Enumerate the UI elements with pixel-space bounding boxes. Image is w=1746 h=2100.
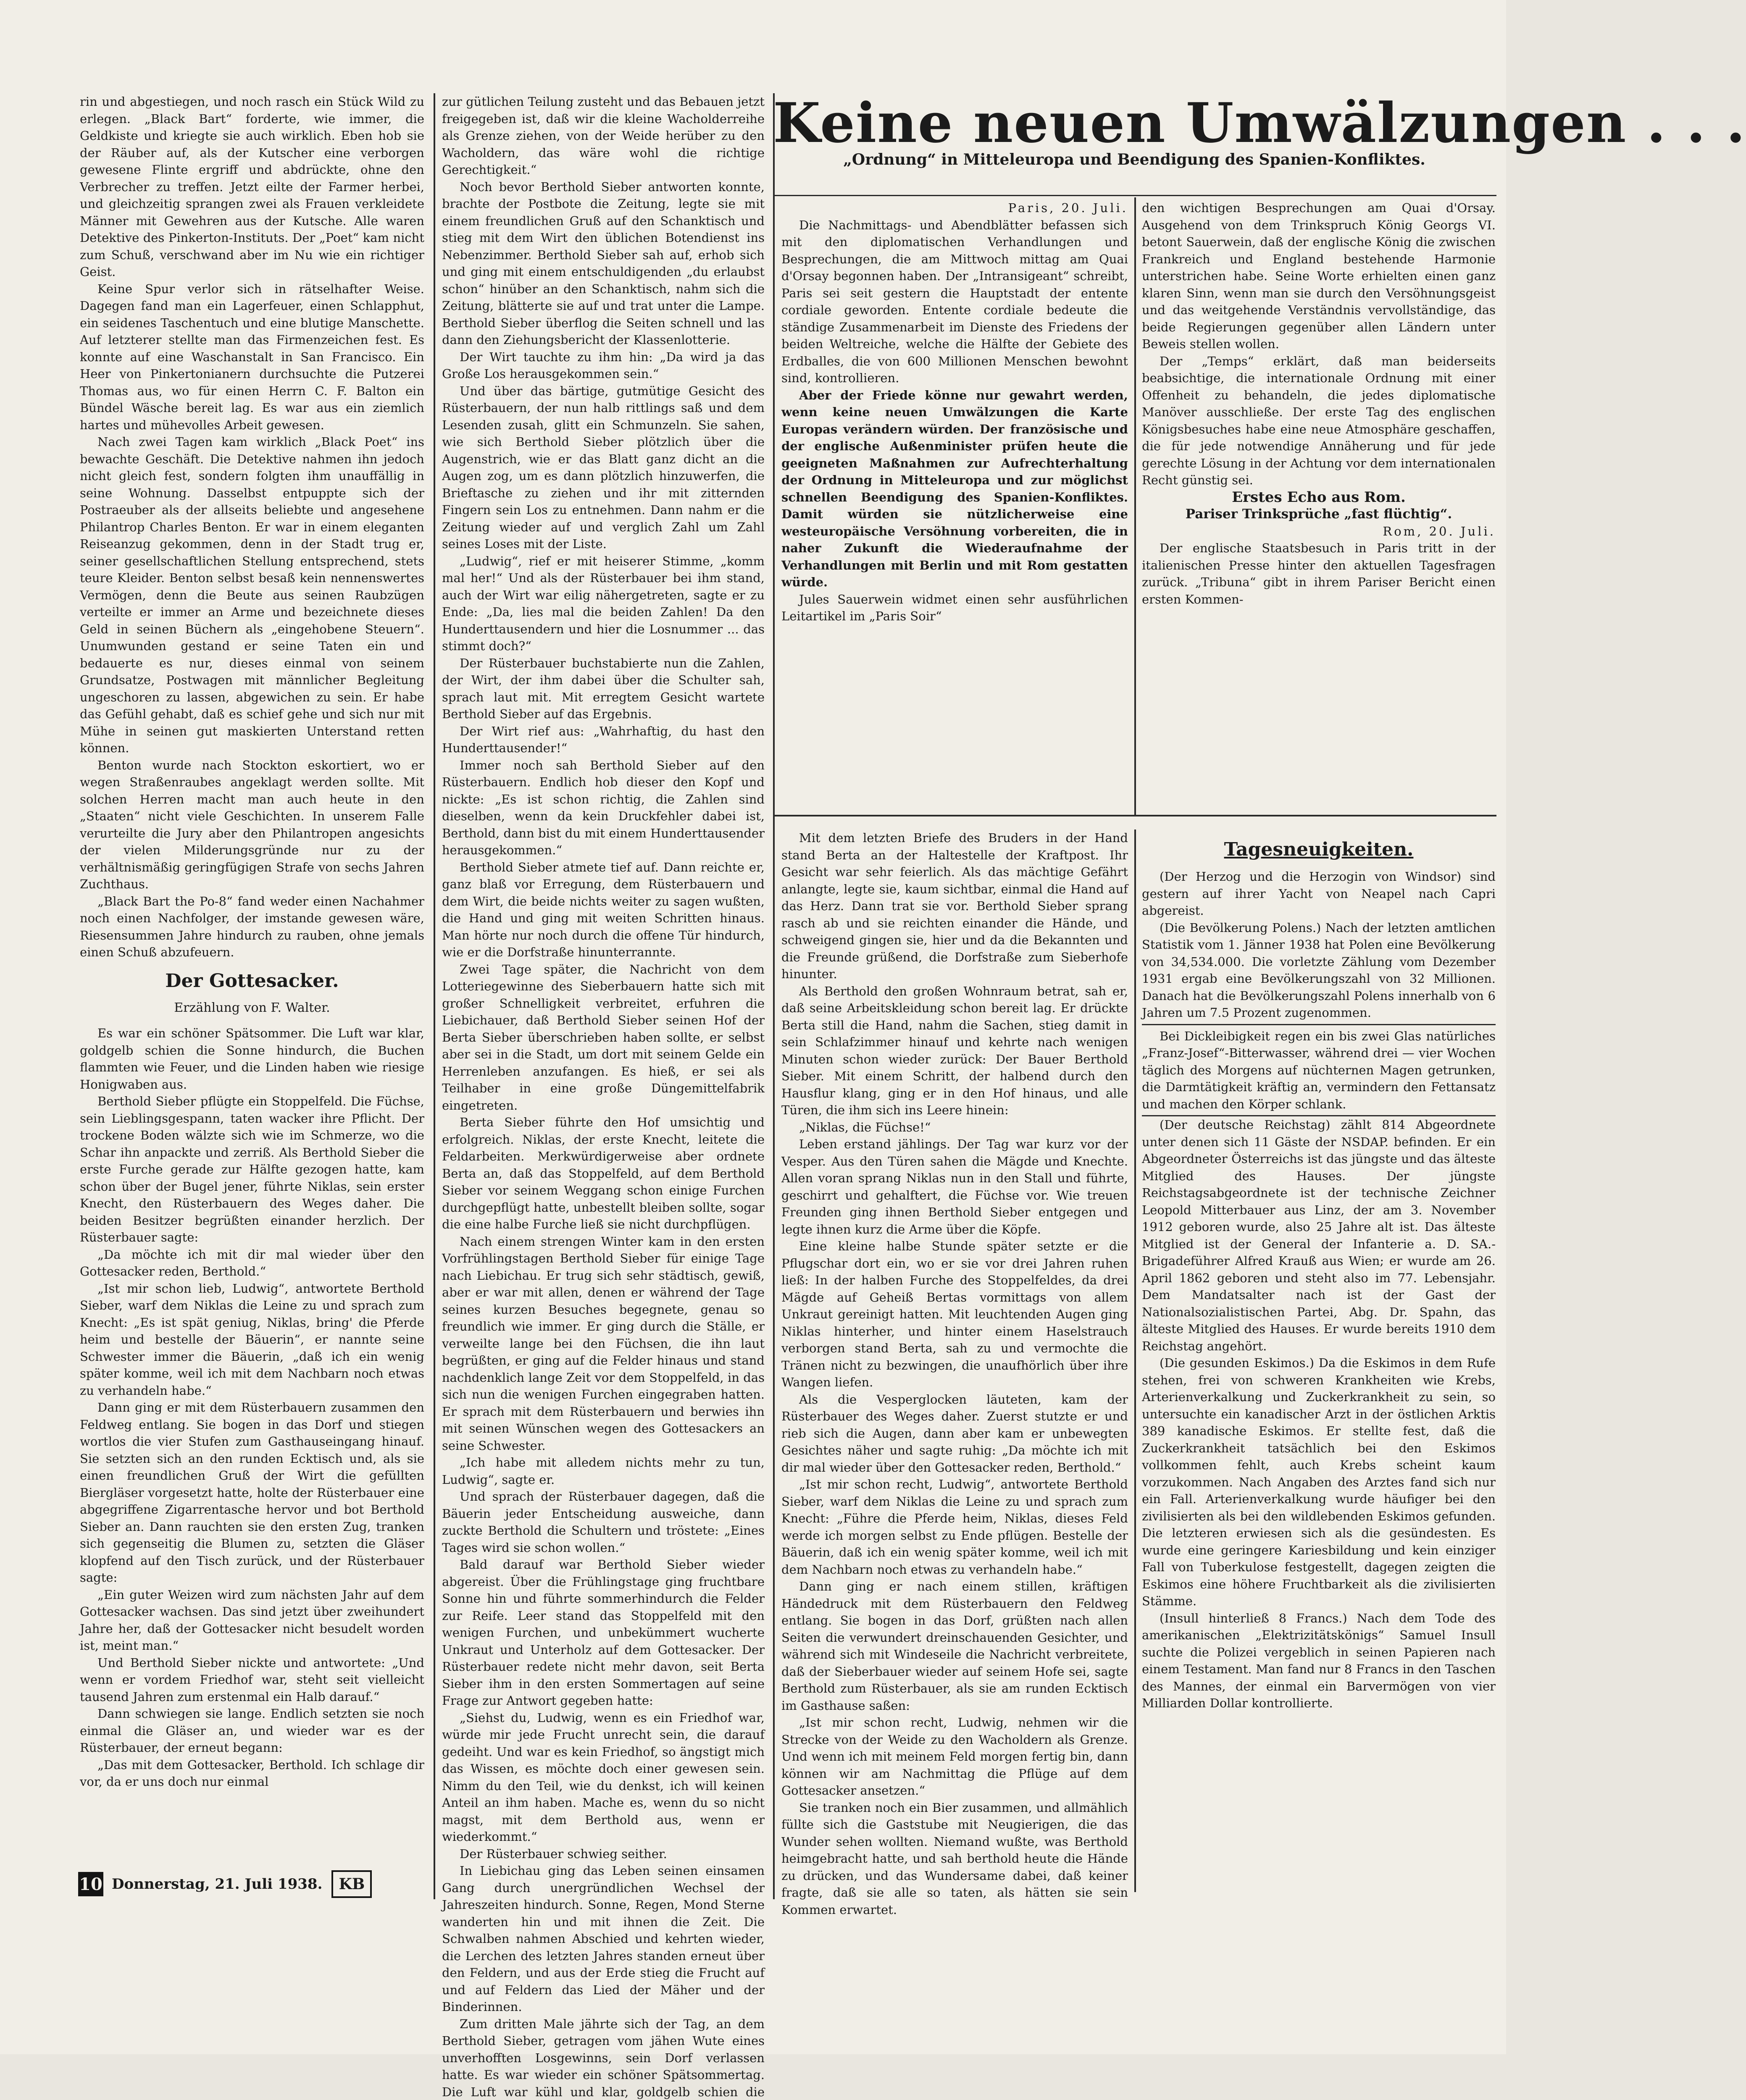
- dateline: Rom, 20. Juli.: [1142, 523, 1496, 540]
- news-section-title: Tagesneuigkeiten.: [1142, 837, 1496, 862]
- column-2: [442, 93, 765, 1899]
- paragraph: Der Rüsterbauer schwieg seither.: [442, 1845, 765, 1863]
- paragraph: In Liebichau ging das Leben seinen einsamen Gang durch unergründlichen Wechsel der Jahreszeiten hindurch. Sonne, Regen, Mond Sterne wanderten hin und mit ihnen die Zeit. Die Schwalben nahmen Abschied und kehrten wieder, die Lerchen des letzten Jahres standen erneut über den Feldern, und aus der Erde stieg die Frucht auf und auf Feldern das Lied der Mäher und der Binderinnen.: [442, 1862, 765, 2016]
- paragraph: Dann schwiegen sie lange. Endlich setzten sie noch einmal die Gläser an, und wieder war es der Rüsterbauer, der erneut begann:: [80, 1705, 424, 1756]
- page-number: 10: [78, 1872, 103, 1896]
- paragraph: Berthold Sieber atmete tief auf. Dann reichte er, ganz blaß vor Erregung, dem Rüsterbauern und dem Wirt, die beide nichts weiter zu sagen wußten, die Hand und ging mit weiten Schritten hinaus. Man hörte nur noch durch die offene Tür hindurch, wie er die Dorfstraße hinunterrannte.: [442, 859, 765, 961]
- paragraph: Keine Spur verlor sich in rätselhafter Weise. Dagegen fand man ein Lagerfeuer, einen Schlapphut, ein seidenes Taschentuch und eine blutige Manschette. Auf letzterer stellte man das Firmenzeichen fest. Es konnte auf eine Waschanstalt in San Francisco. Ein Heer von Pinkertonianern durchsuchte die Putzerei Thomas aus, wo für einen Herrn C. F. Balton ein Bündel Wäsche bereit lag. Es war aus ein ziemlich hartes und mühevolles Arbeit gewesen.: [80, 281, 424, 434]
- paragraph: „Siehst du, Ludwig, wenn es ein Friedhof war, würde mir jede Frucht unrecht sein, die darauf gedeiht. Und war es kein Friedhof, so ängstigt mich das Wissen, es möchte doch einer gewesen sein. Nimm du den Teil, wie du denkst, ich will keinen Anteil an ihm haben. Mache es, wenn du so nicht magst, mit dem Berthold aus, wenn er wiederkommt.“: [442, 1709, 765, 1845]
- headline-subtitle: „Ordnung“ in Mitteleuropa und Beendigung des Spanien-Konfliktes.: [781, 150, 1487, 169]
- column-rule: [773, 93, 775, 1899]
- paragraph: Und über das bärtige, gutmütige Gesicht des Rüsterbauern, der nun halb rittlings saß und dem Lesenden zusah, glitt ein Schmunzeln. Sie sahen, wie sich Berthold Sieber plötzlich über die Augenstrich, wie er das Blatt ganz dicht an die Augen zog, um es dann plötzlich hinzuwerfen, die Brieftasche zu ziehen und ihr mit zitternden Fingern sein Los zu entnehmen. Dann nahm er die Zeitung wieder auf und verglich Zahl um Zahl seines Loses mit der Liste.: [442, 383, 765, 553]
- news-item: (Die gesunden Eskimos.) Da die Eskimos in dem Rufe stehen, frei von schweren Krankheiten wie Krebs, Arterienverkalkung und Zuckerkrankheit zu sein, so untersuchte ein kanadischer Arzt in der östlichen Arktis 389 kanadische Eskimos. Er stellte fest, daß die Zuckerkrankheit tatsächlich bei den Eskimos vollkommen fehlt, auch Krebs scheint kaum vorzukommen. Nach Angaben des Arztes fand sich nur ein Fall. Arterienverkalkung wurde häufiger bei den zivilisierten als bei den wildlebenden Eskimos gefunden. Die letzteren erwiesen sich als die gesündesten. Es wurde eine geringere Kariesbildung und kein einziger Fall von Tuberkulose festgestellt, dagegen zeigten die Eskimos eine höhere Fruchtbarkeit als die zivilisierten Stämme.: [1142, 1354, 1496, 1610]
- paragraph: Der Rüsterbauer buchstabierte nun die Zahlen, der Wirt, der ihm dabei über die Schulter sah, sprach laut mit. Mit erregtem Gesicht wartete Berthold Sieber auf das Ergebnis.: [442, 655, 765, 723]
- paragraph: rin und abgestiegen, und noch rasch ein Stück Wild zu erlegen. „Black Bart“ forderte, wie immer, die Geldkiste und kriegte sie auch wirklich. Eben hob sie der Räuber auf, als der Kutscher eine verborgen gewesene Flinte ergriff und abdrückte, ohne den Verbrecher zu treffen. Jetzt eilte der Farmer herbei, und gleichzeitig sprangen zwei als Frauen verkleidete Männer mit Gewehren aus der Kutsche. Alle waren Detektive des Pinkerton-Instituts. Der „Poet“ kam nicht zum Schuß, verschwand aber im Nu wie ein richtiger Geist.: [80, 93, 424, 281]
- paragraph: Sie tranken noch ein Bier zusammen, und allmählich füllte sich die Gaststube mit Neugierigen, die das Wunder sehen wollten. Niemand wußte, was Berthold heimgebracht hatte, und sah berthold heute die Hände zu drücken, und das Wundersame dabei, daß keiner fragte, daß sie alle so taten, als hätten sie sein Kommen erwartet.: [781, 1799, 1128, 1919]
- story-title: Der Gottesacker.: [80, 969, 424, 994]
- paragraph: Immer noch sah Berthold Sieber auf den Rüsterbauern. Endlich hob dieser den Kopf und nickte: „Es ist schon richtig, die Zahlen sind dieselben, wenn da kein Druckfehler dabei ist, Berthold, dann bist du mit einem Hunderttausender herausgekommen.“: [442, 757, 765, 859]
- news-item: (Die Bevölkerung Polens.) Nach der letzten amtlichen Statistik vom 1. Jänner 1938 hat Polen eine Bevölkerung von 34,534.000. Die vorletzte Zählung vom Dezember 1931 ergab eine Bevölkerungszahl von 32 Millionen. Danach hat die Bevölkerungszahl Polens innerhalb von 6 Jahren um 7.5 Prozent zugenommen.: [1142, 919, 1496, 1021]
- story-byline: Erzählung von F. Walter.: [80, 1000, 424, 1017]
- column-rule: [434, 93, 435, 1899]
- subsection-title: Erstes Echo aus Rom.: [1142, 489, 1496, 506]
- paragraph: „Da möchte ich mit dir mal wieder über den Gottesacker reden, Berthold.“: [80, 1246, 424, 1280]
- advertisement-notice: Bei Dickleibigkeit regen ein bis zwei Glas natürliches „Franz-Josef“-Bitterwasser, während drei — vier Wochen täglich des Morgens auf nüchternen Magen getrunken, die Darmtätigkeit kräftig an, vermindern den Fettansatz und machen den Körper schlank.: [1142, 1024, 1496, 1117]
- paragraph: „Niklas, die Füchse!“: [781, 1119, 1128, 1136]
- paragraph: Der Wirt tauchte zu ihm hin: „Da wird ja das Große Los herausgekommen sein.“: [442, 349, 765, 383]
- paragraph: Als die Vesperglocken läuteten, kam der Rüsterbauer des Weges daher. Zuerst stutzte er und rieb sich die Augen, dann aber kam er unbewegten Gesichtes näher und sagte ruhig: „Da möchte ich mit dir mal wieder über den Gottesacker reden, Berthold.“: [781, 1391, 1128, 1476]
- paragraph: Mit dem letzten Briefe des Bruders in der Hand stand Berta an der Haltestelle der Kraftpost. Ihr Gesicht war sehr feierlich. Als das mächtige Gefährt anlangte, legte sie, kaum sichtbar, einmal die Hand auf das Herz. Dann trat sie vor. Berthold Sieber sprang rasch ab und sie reichten einander die Hände, und schweigend gingen sie, hier und da die Bekannten und die Freunde grüßend, die Dorfstraße zum Sieberhofe hinunter.: [781, 830, 1128, 983]
- paragraph: Berta Sieber führte den Hof umsichtig und erfolgreich. Niklas, der erste Knecht, leitete die Feldarbeiten. Merkwürdigerweise aber ordnete Berta an, daß das Stoppelfeld, auf dem Berthold Sieber vor seinem Weggang schon einige Furchen durchgepflügt hatte, unbestellt bleiben sollte, sogar die eine halbe Furche ließ sie nicht durchpflügen.: [442, 1114, 765, 1233]
- paragraph: Dann ging er nach einem stillen, kräftigen Händedruck mit dem Rüsterbauern den Feldweg entlang. Sie bogen in das Dorf, grüßten nach allen Seiten die verwundert dreinschauenden Gesichter, und während sich mit Windeseile die Nachricht verbreitete, daß der Sieberbauer wieder auf seinem Hofe sei, sagte Berthold zum Rüsterbauer, als sie am runden Ecktisch im Gasthause saßen:: [781, 1578, 1128, 1714]
- headline-rule: [774, 195, 1496, 196]
- paragraph: zur gütlichen Teilung zusteht und das Bebauen jetzt freigegeben ist, daß wir die kleine Wacholderreihe als Grenze ziehen, von der Weide herüber zu den Wacholdern, das wäre wohl die richtige Gerechtigkeit.“: [442, 93, 765, 178]
- paragraph: Berthold Sieber pflügte ein Stoppelfeld. Die Füchse, sein Lieblingsgespann, taten wacker ihre Pflicht. Der trockene Boden wälzte sich wie im Schmerze, wo die Schar ihn anpackte und zerriß. Als Berthold Sieber die erste Furche gerade zur Hälfte gezogen hatte, kam schon über der Bugel jener, führte Niklas, sein erster Knecht, den Rüsterbauern des Weges daher. Die beiden Besitzer begrüßten einander herzlich. Der Rüsterbauer sagte:: [80, 1093, 424, 1246]
- column-4-article: [1142, 200, 1496, 811]
- paragraph: Und Berthold Sieber nickte und antwortete: „Und wenn er vordem Friedhof war, steht seit vielleicht tausend Jahren zum erstenmal ein Halb darauf.“: [80, 1654, 424, 1706]
- paragraph: Dann ging er mit dem Rüsterbauern zusammen den Feldweg entlang. Sie bogen in das Dorf und stiegen wortlos die vier Stufen zum Gasthauseingang hinauf. Sie setzten sich an den runden Ecktisch und, als sie einen freundlichen Gruß der Wirt die gefüllten Biergläser vorgesetzt hatte, holte der Rüsterbauer eine abgegriffene Zigarrentasche hervor und bot Berthold Sieber an. Dann rauchten sie den ersten Zug, tranken sich gegenseitig die Blumen zu, setzten die Gläser klopfend auf den Tisch zurück, und der Rüsterbauer sagte:: [80, 1399, 424, 1586]
- paragraph: „Das mit dem Gottesacker, Berthold. Ich schlage dir vor, da er uns doch nur einmal: [80, 1756, 424, 1790]
- news-item: (Der deutsche Reichstag) zählt 814 Abgeordnete unter denen sich 11 Gäste der NSDAP. befinden. Er ein Abgeordneter Österreichs ist das jüngste und das älteste Mitglied des Hauses. Der jüngste Reichstagsabgeordnete ist der technische Zeichner Leopold Mitterbauer aus Linz, der am 3. November 1912 geboren wurde, also 25 Jahre alt ist. Das älteste Mitglied ist der General der Infanterie a. D. SA.-Brigadeführer Alfred Krauß aus Wien; er wurde am 26. April 1862 geboren und steht also im 77. Lebensjahr. Dem Mandatsalter nach ist der Gast der Nationalsozialistischen Partei, Abg. Dr. Spahn, das älteste Mitglied des Hauses. Er wurde bereits 1910 dem Reichstag angehört.: [1142, 1116, 1496, 1354]
- paragraph: Noch bevor Berthold Sieber antworten konnte, brachte der Postbote die Zeitung, legte sie mit einem freundlichen Gruß auf den Schanktisch und stieg mit dem Wirt den üblichen Botendienst ins Nebenzimmer. Berthold Sieber sah auf, erhob sich und ging mit einem entschuldigenden „du erlaubst schon“ hinüber an den Schanktisch, nahm sich die Zeitung, blätterte sie auf und trat unter die Lampe. Berthold Sieber überflog die Seiten schnell und las dann den Ziehungsbericht der Klassenlotterie.: [442, 178, 765, 349]
- paragraph: Zwei Tage später, die Nachricht von dem Lotteriegewinne des Sieberbauern hatte sich mit großer Schnelligkeit verbreitet, erfuhren die Liebichauer, daß Berthold Sieber seinen Hof der Berta Sieber überschrieben haben sollte, er selbst aber sei in die Stadt, um dort mit seinem Gelde ein Herrenleben anzufangen. Es hieß, er sei als Teilhaber in eine große Düngemittelfabrik eingetreten.: [442, 961, 765, 1114]
- paragraph: „Ist mir schon lieb, Ludwig“, antwortete Berthold Sieber, warf dem Niklas die Leine zu und sprach zum Knecht: „Es ist spät geniug, Niklas, bring' die Pferde heim und bestelle der Bäuerin“, er nannte seine Schwester immer die Bäuerin, „daß ich ein wenig später komme, weil ich mit dem Nachbarn noch etwas zu verhandeln habe.“: [80, 1280, 424, 1399]
- page-footer: [78, 1871, 423, 1897]
- subsection-subtitle: Pariser Trinksprüche „fast flüchtig“.: [1142, 506, 1496, 523]
- paragraph: Bald darauf war Berthold Sieber wieder abgereist. Über die Frühlingstage ging fruchtbare Sonne hin und führte sommerhindurch die Felder zur Reife. Leer stand das Stoppelfeld mit den wenigen Furchen, und unbekümmert wucherte Unkraut und Unterholz auf dem Gottesacker. Der Rüsterbauer redete nicht mehr davon, seit Berta Sieber ihm in den ersten Sommertagen auf seine Frage zur Antwort gegeben hatte:: [442, 1556, 765, 1709]
- paragraph: Der „Temps“ erklärt, daß man beiderseits beabsichtige, die internationale Ordnung mit einer Offenheit zu behandeln, die jedes diplomatische Manöver ausschließe. Der erste Tag des englischen Königsbesuches habe eine neue Atmosphäre geschaffen, die für jede notwendige Annäherung und für jede gerechte Lösung in der Achtung vor dem internationalen Recht günstig sei.: [1142, 353, 1496, 489]
- paragraph: „Ludwig“, rief er mit heiserer Stimme, „komm mal her!“ Und als der Rüsterbauer bei ihm stand, auch der Wirt war eilig nähergetreten, sagte er zu Ende: „Da, lies mal die beiden Zahlen! Da den Hunderttausendern und hier die Losnummer ... das stimmt doch?“: [442, 553, 765, 655]
- issue-date: Donnerstag, 21. Juli 1938.: [112, 1876, 322, 1893]
- paragraph: Zum dritten Male jährte sich der Tag, an dem Berthold Sieber, getragen vom jähen Wute eines unverhofften Losgewinns, sein Dorf verlassen hatte. Es war wieder ein schöner Spätsommertag. Die Luft war kühl und klar, goldgelb schien die: [442, 2016, 765, 2100]
- news-item: (Der Herzog und die Herzogin von Windsor) sind gestern auf ihrer Yacht von Neapel nach Capri abgereist.: [1142, 868, 1496, 919]
- paragraph: „Ich habe mit alledem nichts mehr zu tun, Ludwig“, sagte er.: [442, 1454, 765, 1488]
- paragraph: Jules Sauerwein widmet einen sehr ausführlichen Leitartikel im „Paris Soir“: [781, 591, 1128, 625]
- paragraph: Nach einem strengen Winter kam in den ersten Vorfrühlingstagen Berthold Sieber für einige Tage nach Liebichau. Er trug sich sehr städtisch, gewiß, aber er war mit allen, denen er während der Tage seines kurzen Besuches begegnete, genau so freundlich wie immer. Er ging durch die Ställe, er verweilte lange bei den Füchsen, die ihn laut begrüßten, er ging auf die Felder hinaus und stand nachdenklich lange Zeit vor dem Stoppelfeld, in das sich nun die wenigen Furchen eingegraben hatten. Er sprach mit dem Rüsterbauern und berwies ihn mit seinen Wünschen wegen des Gottesackers an seine Schwester.: [442, 1233, 765, 1454]
- column-3-story: [781, 830, 1128, 1896]
- column-4-news: [1142, 830, 1496, 1896]
- paragraph: Der englische Staatsbesuch in Paris tritt in der italienischen Presse hinter den aktuellen Tagesfragen zurück. „Tribuna“ gibt in ihrem Pariser Bericht einen ersten Kommen-: [1142, 540, 1496, 608]
- paragraph: Der Wirt rief aus: „Wahrhaftig, du hast den Hunderttausender!“: [442, 723, 765, 757]
- paragraph: Eine kleine halbe Stunde später setzte er die Pflugschar dort ein, wo er sie vor drei Jahren ruhen ließ: In der halben Furche des Stoppelfeldes, da drei Mägde auf Geheiß Bertas vormittags von allem Unkraut gereinigt hatten. Mit leuchtenden Augen ging Niklas hinterher, und hinter einem Haselstrauch verborgen stand Berta, sah zu und vermochte die Tränen nicht zu bezwingen, die unaufhörlich über ihre Wangen liefen.: [781, 1238, 1128, 1391]
- paragraph-emphasis: Aber der Friede könne nur gewahrt werden, wenn keine neuen Umwälzungen die Karte Europas verändern würden. Der französische und der englische Außenminister prüfen heute die geeigneten Maßnahmen zur Aufrechterhaltung der Ordnung in Mitteleuropa und zur möglichst schnellen Beendigung des Spanien-Konfliktes. Damit würden sie nützlicherweise eine westeuropäische Versöhnung vorbereiten, die in naher Zukunft die Wiederaufnahme der Verhandlungen mit Berlin und mit Rom gestatten würde.: [781, 387, 1128, 591]
- column-1: [80, 93, 424, 1866]
- paragraph: „Ein guter Weizen wird zum nächsten Jahr auf dem Gottesacker wachsen. Das sind jetzt über zweihundert Jahre her, daß der Gottesacker nicht besudelt worden ist, meint man.“: [80, 1586, 424, 1654]
- paragraph: Benton wurde nach Stockton eskortiert, wo er wegen Straßenraubes angeklagt werden sollte. Mit solchen Herren macht man auch heute in den „Staaten“ nicht viele Geschichten. In unserem Falle verurteilte die Jury aber den Philantropen angesichts der vielen Milderungsgründe nur zu der verhältnismäßig geringfügigen Strafe von sechs Jahren Zuchthaus.: [80, 757, 424, 893]
- news-item: (Insull hinterließ 8 Francs.) Nach dem Tode des amerikanischen „Elektrizitätskönigs“ Samuel Insull suchte die Polizei vergeblich in seinen Papieren nach einem Testament. Man fand nur 8 Francs in den Taschen des Mannes, der einmal ein Barvermögen von vier Milliarden Dollar kontrollierte.: [1142, 1610, 1496, 1712]
- paragraph: „Ist mir schon recht, Ludwig, nehmen wir die Strecke von der Weide zu den Wacholdern als Grenze. Und wenn ich mit meinem Feld morgen fertig bin, dann können wir am Nachmittag die Pflüge auf dem Gottesacker ansetzen.“: [781, 1714, 1128, 1799]
- paragraph: Nach zwei Tagen kam wirklich „Black Poet“ ins bewachte Geschäft. Die Detektive nahmen ihn jedoch nicht gleich fest, sondern folgten ihm unauffällig in seine Wohnung. Dasselbst entpuppte sich der Postraeuber als der allseits beliebte und angesehene Philantrop Charles Benton. Er war in einem eleganten Reiseanzug gekommen, denn in der Stadt trug er, seiner gesellschaftlichen Stellung entsprechend, stets teure Kleider. Benton selbst besaß kein nennenswertes Vermögen, denn die Beute aus seinen Raubzügen verteilte er immer an Arme und bezeichnete dieses Geld in seinen Büchern als „eingehobene Steuern“. Unumwunden gestand er seine Taten ein und bedauerte es nur, dieses einmal von seinem Grundsatze, Postwagen mit männlicher Begleitung ungeschoren zu lassen, abgewichen zu sein. Er habe das Gefühl gehabt, daß es schief gehe und sich nur mit Mühe in seinen gut maskierten Unterstand retten können.: [80, 433, 424, 757]
- paragraph: „Ist mir schon recht, Ludwig“, antwortete Berthold Sieber, warf dem Niklas die Leine zu und sprach zum Knecht: „Führe die Pferde heim, Niklas, dieses Feld werde ich morgen selbst zu Ende pflügen. Bestelle der Bäuerin, daß ich ein wenig später komme, weil ich mit dem Nachbarn noch etwas zu verhandeln habe.“: [781, 1476, 1128, 1578]
- paragraph: Und sprach der Rüsterbauer dagegen, daß die Bäuerin jeder Entscheidung ausweiche, dann zuckte Berthold die Schultern und tröstete: „Eines Tages wird sie schon wollen.“: [442, 1488, 765, 1556]
- paragraph: Leben erstand jählings. Der Tag war kurz vor der Vesper. Aus den Türen sahen die Mägde und Knechte. Allen voran sprang Niklas nun in den Stall und führte, geschirrt und gehalftert, die Füchse vor. Wie treuen Freunden ging ihnen Berthold Sieber entgegen und legte ihnen kurz die Arme über die Köpfe.: [781, 1136, 1128, 1238]
- section-rule: [774, 815, 1496, 816]
- dateline: Paris, 20. Juli.: [781, 200, 1128, 217]
- publisher-logo: KB: [331, 1870, 372, 1898]
- paragraph: „Black Bart the Po-8“ fand weder einen Nachahmer noch einen Nachfolger, der imstande gewesen wäre, Riesensummen Jahre hindurch zu rauben, ohne jemals einen Schuß abzufeuern.: [80, 893, 424, 961]
- column-3-article: [781, 200, 1128, 811]
- paragraph: Die Nachmittags- und Abendblätter befassen sich mit den diplomatischen Verhandlungen und Besprechungen, die am Mittwoch mittag am Quai d'Orsay begonnen haben. Der „Intransigeant“ schreibt, Paris sei seit gestern die Hauptstadt der entente cordiale geworden. Entente cordiale bedeute die ständige Zusammenarbeit im Dienste des Friedens der beiden Weltreiche, welche die Hälfte der Gebiete des Erdballes, die von 600 Millionen Menschen bewohnt sind, kontrollieren.: [781, 217, 1128, 387]
- paragraph: Als Berthold den großen Wohnraum betrat, sah er, daß seine Arbeitskleidung schon bereit lag. Er drückte Berta still die Hand, nahm die Sachen, stieg damit in sein Schlafzimmer hinauf und kehrte nach wenigen Minuten schon wieder zurück: Der Bauer Berthold Sieber. Mit einem Schritt, der halbend durch den Hausflur klang, ging er in den Hof hinaus, und alle Türen, die ihm sich ins Leere hinein:: [781, 983, 1128, 1119]
- column-rule: [1134, 197, 1136, 815]
- column-rule: [1134, 830, 1136, 1892]
- paragraph: Es war ein schöner Spätsommer. Die Luft war klar, goldgelb schien die Sonne hindurch, die Buchen flammten wie Feuer, und die Linden haben wie riesige Honigwaben aus.: [80, 1025, 424, 1093]
- headline-title: Keine neuen Umwälzungen . . .: [773, 92, 1494, 155]
- paragraph: den wichtigen Besprechungen am Quai d'Orsay. Ausgehend von dem Trinkspruch König Georgs VI. betont Sauerwein, daß der englische König die zwischen Frankreich und England bestehende Harmonie unterstrichen habe. Seine Worte erhielten einen ganz klaren Sinn, wenn man sie durch den Versöhnungsgeist und das weitgehende Verständnis vervollständige, das beide Regierungen gegenüber allen Ländern unter Beweis stellen wollen.: [1142, 200, 1496, 353]
